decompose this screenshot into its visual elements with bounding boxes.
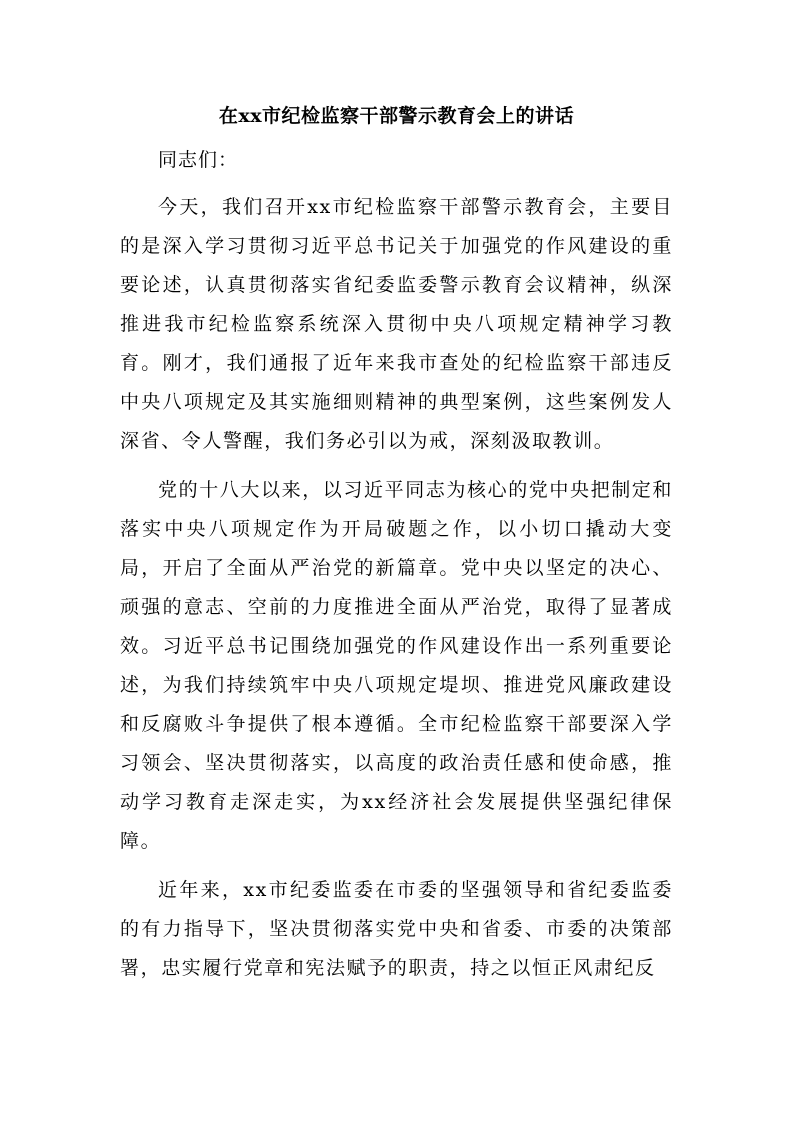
paragraph-3: 近年来，xx市纪委监委在市委的坚强领导和省纪委监委的有力指导下，坚决贯彻落实党中央和省委、市委的决策部署，忠实履行党章和宪法赋予的职责，持之以恒正风肃纪反 [120,879,673,979]
paragraph-2: 党的十八大以来，以习近平同志为核心的党中央把制定和落实中央八项规定作为开局破题之作，以小切口撬动大变局，开启了全面从严治党的新篇章。党中央以坚定的决心、顽强的意志、空前的力度推进全面从严治党，取得了显著成效。习近平总书记围绕加强党的作风建设作出一系列重要论述，为我们持续筑牢中央八项规定堤坝、推进党风廉政建设和反腐败斗争提供了根本遵循。全市纪检监察干部要深入学习领会、坚决贯彻落实，以高度的政治责任感和使命感，推动学习教育走深走实，为xx经济社会发展提供坚强纪律保障。 [120,479,674,852]
paragraph-1: 今天，我们召开xx市纪检监察干部警示教育会，主要目的是深入学习贯彻习近平总书记关于加强党的作风建设的重要论述，认真贯彻落实省纪委监委警示教育会议精神，纵深推进我市纪检监察系统深入贯彻中央八项规定精神学习教育。刚才，我们通报了近年来我市查处的纪检监察干部违反中央八项规定及其实施细则精神的典型案例，这些案例发人深省、令人警醒，我们务必引以为戒，深刻汲取教训。 [120,196,673,452]
document-title: 在xx市纪检监察干部警示教育会上的讲话 [218,105,575,127]
salutation: 同志们： [158,149,239,171]
document-body [120,141,673,988]
